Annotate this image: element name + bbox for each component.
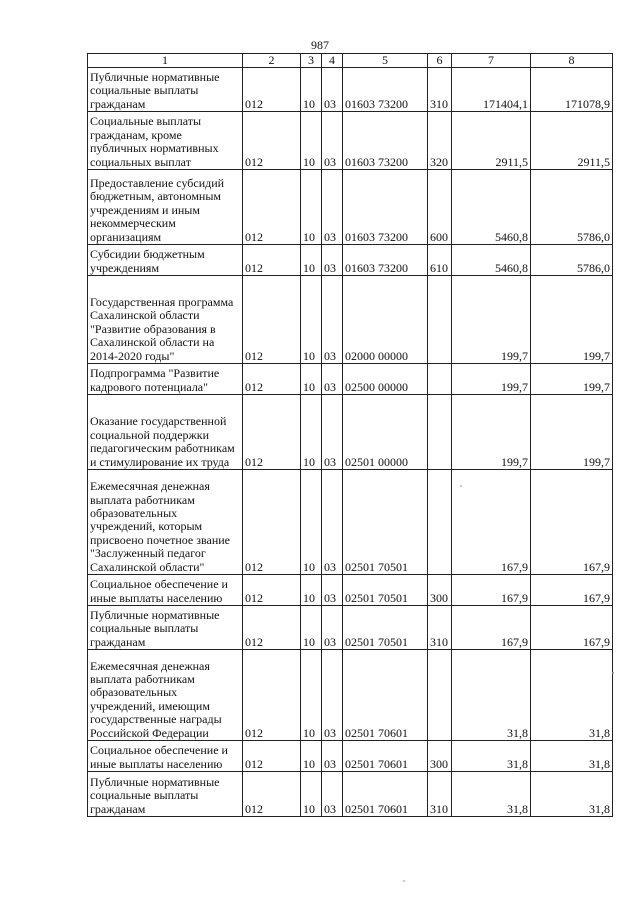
- cell-amount-7: 199,7: [452, 395, 531, 470]
- cell-target-article: 02501 70601: [343, 741, 428, 772]
- scan-speck: [460, 485, 462, 487]
- table-row: [88, 68, 613, 112]
- cell-section: 10: [301, 170, 322, 245]
- cell-subsection: 03: [322, 741, 343, 772]
- cell-ministry: 012: [243, 276, 301, 364]
- column-header: 4: [322, 54, 343, 68]
- row-name: Государственная программа Сахалинской области "Развитие образования в Сахалинской области на 2014-2020 годы": [88, 276, 243, 364]
- cell-amount-8: 167,9: [531, 575, 613, 606]
- cell-section: 10: [301, 112, 322, 170]
- cell-amount-8: 199,7: [531, 364, 613, 395]
- cell-section: 10: [301, 575, 322, 606]
- cell-target-article: 02501 70601: [343, 650, 428, 741]
- row-name: Социальное обеспечение и иные выплаты населению: [88, 741, 243, 772]
- cell-subsection: 03: [322, 170, 343, 245]
- cell-subsection: 03: [322, 650, 343, 741]
- cell-subsection: 03: [322, 245, 343, 276]
- cell-ministry: 012: [243, 650, 301, 741]
- cell-amount-7: 199,7: [452, 276, 531, 364]
- cell-expense-type: [428, 364, 452, 395]
- table-row: [88, 470, 613, 575]
- cell-amount-7: 31,8: [452, 650, 531, 741]
- cell-section: 10: [301, 395, 322, 470]
- cell-target-article: 02501 70501: [343, 606, 428, 650]
- cell-amount-7: 5460,8: [452, 245, 531, 276]
- cell-ministry: 012: [243, 772, 301, 817]
- cell-ministry: 012: [243, 470, 301, 575]
- cell-amount-8: 199,7: [531, 395, 613, 470]
- column-header: 8: [531, 54, 613, 68]
- cell-amount-8: 199,7: [531, 276, 613, 364]
- cell-section: 10: [301, 741, 322, 772]
- cell-amount-8: 5786,0: [531, 170, 613, 245]
- cell-section: 10: [301, 276, 322, 364]
- row-name: Подпрограмма "Развитие кадрового потенциала": [88, 364, 243, 395]
- cell-amount-7: 5460,8: [452, 170, 531, 245]
- cell-subsection: 03: [322, 575, 343, 606]
- cell-expense-type: 300: [428, 575, 452, 606]
- column-header: 5: [343, 54, 428, 68]
- cell-target-article: 02501 70501: [343, 470, 428, 575]
- cell-section: 10: [301, 245, 322, 276]
- cell-subsection: 03: [322, 112, 343, 170]
- cell-section: 10: [301, 606, 322, 650]
- row-name: Субсидии бюджетным учреждениям: [88, 245, 243, 276]
- column-header: 1: [88, 54, 243, 68]
- cell-ministry: 012: [243, 606, 301, 650]
- cell-ministry: 012: [243, 245, 301, 276]
- cell-subsection: 03: [322, 395, 343, 470]
- row-name: Социальное обеспечение и иные выплаты населению: [88, 575, 243, 606]
- row-name: Предоставление субсидий бюджетным, автономным учреждениям и иным некоммерческим организациям: [88, 170, 243, 245]
- row-name: Оказание государственной социальной поддержки педагогическим работникам и стимулирование их труда: [88, 395, 243, 470]
- cell-amount-8: 2911,5: [531, 112, 613, 170]
- table-row: [88, 245, 613, 276]
- cell-amount-8: 167,9: [531, 606, 613, 650]
- cell-target-article: 02000 00000: [343, 276, 428, 364]
- cell-amount-8: 171078,9: [531, 68, 613, 112]
- cell-amount-7: 167,9: [452, 575, 531, 606]
- cell-subsection: 03: [322, 276, 343, 364]
- cell-subsection: 03: [322, 606, 343, 650]
- table-row: [88, 606, 613, 650]
- cell-target-article: 02501 00000: [343, 395, 428, 470]
- table-row: [88, 741, 613, 772]
- cell-amount-7: 2911,5: [452, 112, 531, 170]
- cell-subsection: 03: [322, 68, 343, 112]
- cell-target-article: 01603 73200: [343, 68, 428, 112]
- cell-subsection: 03: [322, 470, 343, 575]
- table-row: [88, 112, 613, 170]
- row-name: Публичные нормативные социальные выплаты гражданам: [88, 606, 243, 650]
- table-row: [88, 170, 613, 245]
- cell-target-article: 01603 73200: [343, 170, 428, 245]
- row-name: Публичные нормативные социальные выплаты гражданам: [88, 68, 243, 112]
- cell-expense-type: [428, 650, 452, 741]
- cell-ministry: 012: [243, 68, 301, 112]
- column-header: 7: [452, 54, 531, 68]
- cell-target-article: 02501 70601: [343, 772, 428, 817]
- budget-table: [87, 53, 613, 817]
- cell-ministry: 012: [243, 741, 301, 772]
- cell-expense-type: 300: [428, 741, 452, 772]
- cell-expense-type: [428, 276, 452, 364]
- cell-amount-7: 171404,1: [452, 68, 531, 112]
- cell-ministry: 012: [243, 364, 301, 395]
- cell-amount-8: 167,9: [531, 470, 613, 575]
- cell-section: 10: [301, 364, 322, 395]
- column-header: 6: [428, 54, 452, 68]
- cell-subsection: 03: [322, 364, 343, 395]
- cell-expense-type: 600: [428, 170, 452, 245]
- cell-expense-type: 610: [428, 245, 452, 276]
- cell-ministry: 012: [243, 112, 301, 170]
- table-header-row: [88, 54, 613, 68]
- scan-speck: [403, 880, 405, 882]
- cell-amount-7: 167,9: [452, 606, 531, 650]
- column-header: 2: [243, 54, 301, 68]
- row-name: Социальные выплаты гражданам, кроме публичных нормативных социальных выплат: [88, 112, 243, 170]
- page-number: 987: [311, 38, 329, 52]
- cell-section: 10: [301, 772, 322, 817]
- row-name: Публичные нормативные социальные выплаты гражданам: [88, 772, 243, 817]
- cell-section: 10: [301, 68, 322, 112]
- table-row: [88, 650, 613, 741]
- row-name: Ежемесячная денежная выплата работникам образовательных учреждений, имеющим государственные награды Российской Федерации: [88, 650, 243, 741]
- cell-ministry: 012: [243, 170, 301, 245]
- cell-target-article: 01603 73200: [343, 112, 428, 170]
- cell-amount-7: 199,7: [452, 364, 531, 395]
- scan-speck: [612, 672, 614, 674]
- table-row: [88, 395, 613, 470]
- cell-amount-8: 5786,0: [531, 245, 613, 276]
- cell-amount-8: 31,8: [531, 772, 613, 817]
- cell-target-article: 02500 00000: [343, 364, 428, 395]
- table-row: [88, 364, 613, 395]
- table-row: [88, 276, 613, 364]
- cell-amount-7: 167,9: [452, 470, 531, 575]
- cell-amount-8: 31,8: [531, 741, 613, 772]
- cell-amount-8: 31,8: [531, 650, 613, 741]
- cell-section: 10: [301, 650, 322, 741]
- cell-expense-type: 320: [428, 112, 452, 170]
- column-header: 3: [301, 54, 322, 68]
- cell-expense-type: 310: [428, 772, 452, 817]
- cell-ministry: 012: [243, 575, 301, 606]
- table-row: [88, 772, 613, 817]
- cell-amount-7: 31,8: [452, 772, 531, 817]
- table-row: [88, 575, 613, 606]
- cell-expense-type: 310: [428, 606, 452, 650]
- cell-section: 10: [301, 470, 322, 575]
- cell-ministry: 012: [243, 395, 301, 470]
- row-name: Ежемесячная денежная выплата работникам образовательных учреждений, которым присвоено почетное звание "Заслуженный педагог Сахалинской области": [88, 470, 243, 575]
- cell-expense-type: [428, 470, 452, 575]
- cell-target-article: 02501 70501: [343, 575, 428, 606]
- cell-expense-type: 310: [428, 68, 452, 112]
- cell-expense-type: [428, 395, 452, 470]
- cell-subsection: 03: [322, 772, 343, 817]
- cell-target-article: 01603 73200: [343, 245, 428, 276]
- cell-amount-7: 31,8: [452, 741, 531, 772]
